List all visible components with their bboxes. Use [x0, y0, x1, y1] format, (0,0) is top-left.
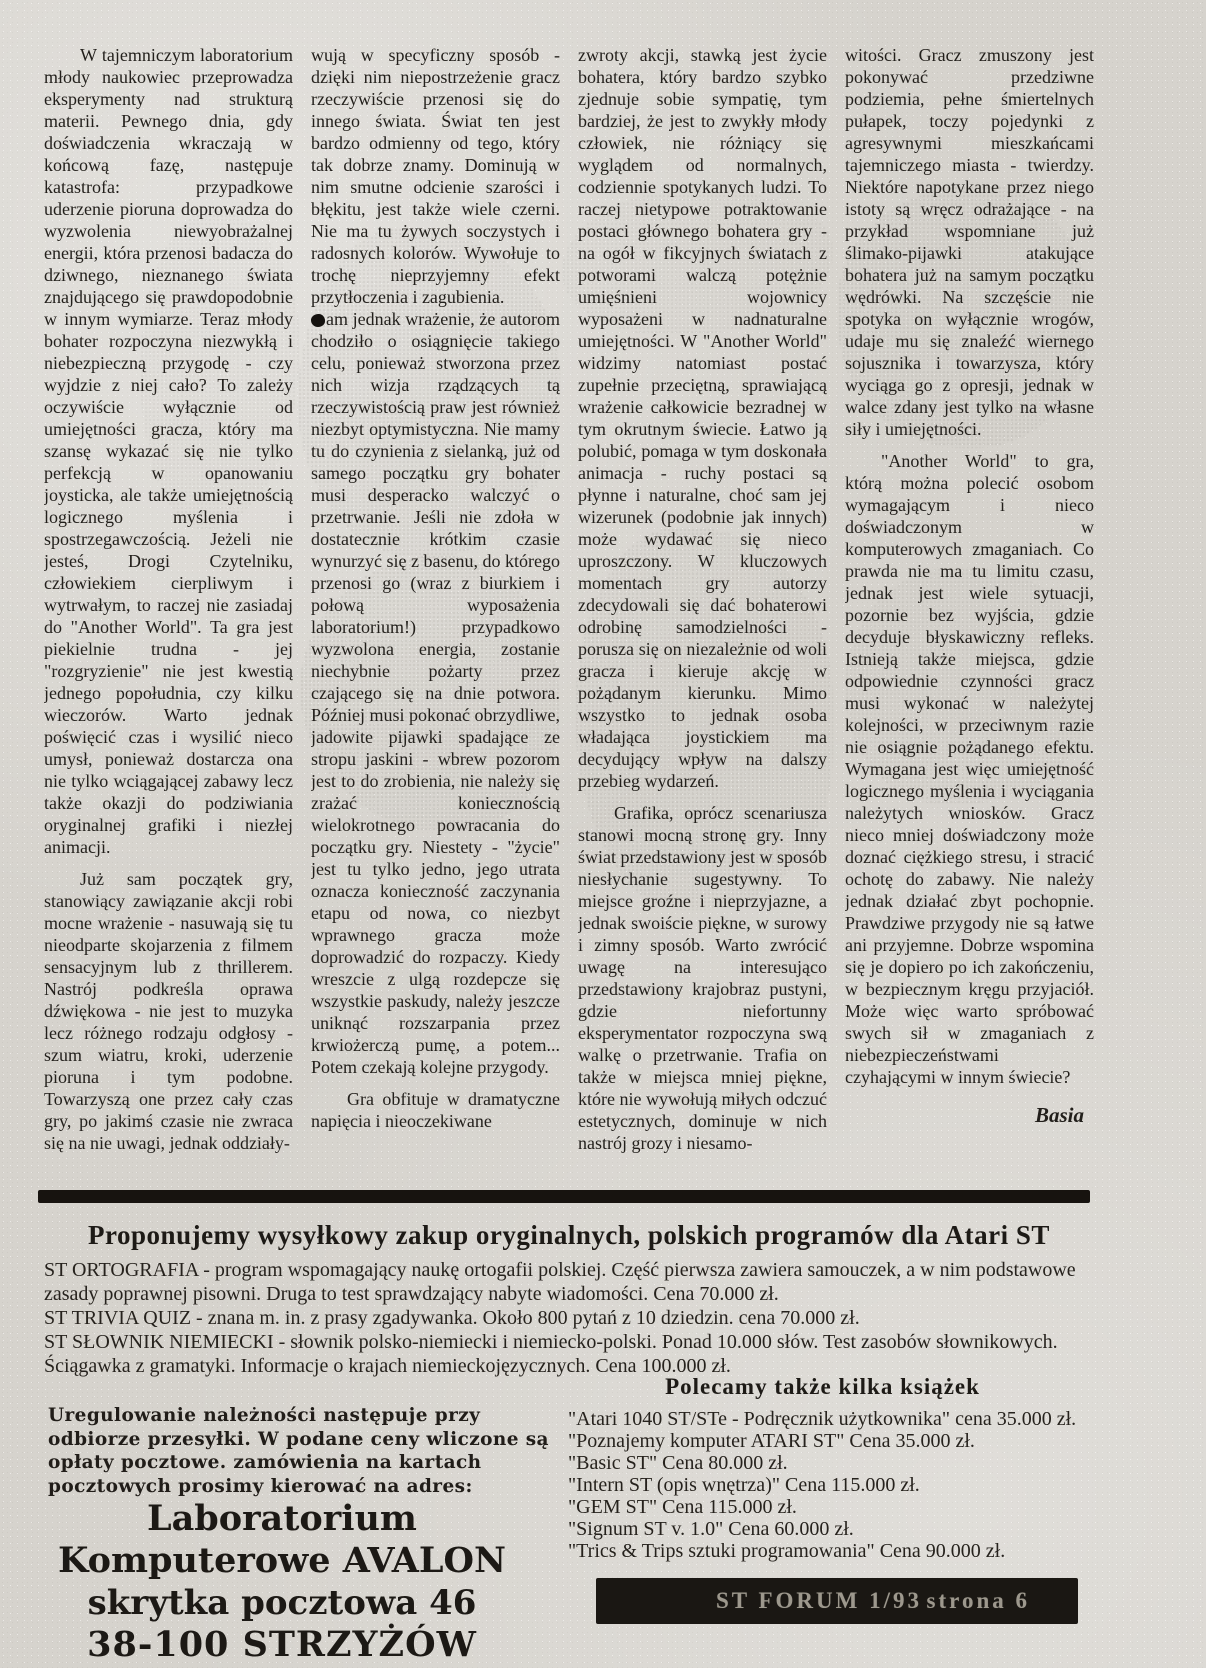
article-column-3	[578, 44, 827, 1156]
article-body	[44, 44, 1096, 1156]
section-divider	[38, 1190, 1090, 1203]
footer-page-number: strona 6	[926, 1588, 1030, 1613]
paragraph: zwroty akcji, stawką jest życie bohatera, który bardzo szybko zjednuje sobie sympatię, tym bardziej, że jest to zwykły młody człowiek, nie różniący się wyglądem od normalnych, codziennie spotykanych ludzi. To raczej nietypowe potraktowanie postaci głównego bohatera gry - na ogół w fikcyjnych światach z potworami walczą potężnie umięśnieni wojownicy wyposażeni w nadnaturalne umiejętności. W "Another World" widzimy natomiast postać zupełnie przeciętną, sprawiającą wrażenie całkowicie bezradnej w tym okrutnym świecie. Łatwo ją polubić, pomaga w tym doskonała animacja - ruchy postaci są płynne i naturalne, choć sam jej wizerunek (podobnie jak innych) może wydawać się nieco uproszczony. W kluczowych momentach gry autorzy zdecydowali się dać bohaterowi odrobinę samodzielności - porusza się on niezależnie od woli gracza i kieruje akcję w pożądanym kierunku. Mimo wszystko to jednak osoba władająca joystickiem ma decydujący wpływ na dalszy przebieg wydarzeń.	[578, 45, 827, 791]
book-list-item: "GEM ST" Cena 115.000 zł.	[568, 1496, 797, 1518]
address-line-company: Laboratorium Komputerowe AVALON	[57, 1498, 507, 1581]
article-column-2	[311, 44, 560, 1156]
book-list	[568, 1408, 1088, 1562]
article-signature: Basia	[1034, 1103, 1084, 1127]
address-line-pobox: skrytka pocztowa 46	[87, 1583, 477, 1623]
paragraph	[311, 308, 560, 1078]
book-list-item: "Signum ST v. 1.0" Cena 60.000 zł.	[568, 1518, 854, 1540]
paragraph: Już sam początek gry, stanowiący zawiązanie akcji robi mocne wrażenie - nasuwają się tu nieodparte skojarzenia z filmem sensacyjnym lub z thrillerem. Nastrój podkreśla oprawa dźwiękowa - nie jest to muzyka lecz różnego rodzaju odgłosy - szum wiatru, kroki, uderzenie pioruna i tym podobne. Towarzyszą one przez cały czas gry, po jakimś czasie nie zwraca się na nie uwagi, jednak oddziały-	[44, 869, 293, 1153]
book-list-item: "Basic ST" Cena 80.000 zł.	[568, 1452, 788, 1474]
ad-product-slownik: ST SŁOWNIK NIEMIECKI - słownik polsko-niemiecki i niemiecko-polski. Ponad 10.000 słów. Test zasobów słownikowych. Ściągawka z gramatyki. Informacje o krajach niemieckojęzycznych. Cena 100.000 zł.	[44, 1331, 1058, 1377]
paragraph: "Another World" to gra, którą można polecić osobom wymagającym i nieco doświadczonym w komputerowych zmaganiach. Co prawda nie ma tu limitu czasu, jednak jest wiele sytuacji, pozornie bez wyjścia, gdzie decyduje błyskawiczny refleks. Istnieją także miejsca, gdzie odpowiednie czynności gracz musi wykonać w należytej kolejności, w przeciwnym razie nie osiągnie pożądanego efektu. Wymagana jest więc umiejętność logicznego myślenia i wyciągania należytych wniosków. Gracz nieco mniej doświadczony może doznać ciężkiego stresu, i stracić ochotę do zabawy. Nie należy jednak działać zbyt pochopnie. Prawdziwe przygody nie są łatwe ani przyjemne. Dobrze wspomina się je dopiero po ich zakończeniu, w bezpiecznym kręgu przyjaciół. Może więc warto spróbować swych sił w zmaganiach z niebezpieczeństwami czyhającymi w innym świecie?	[845, 451, 1094, 1087]
paragraph: Gra obfituje w dramatyczne napięcia i nieoczekiwane	[311, 1089, 560, 1131]
paragraph: W tajemniczym laboratorium młody naukowiec przeprowadza eksperymenty nad strukturą materii. Pewnego dnia, gdy doświadczenia wkraczają w końcową fazę, następuje katastrofa: przypadkowe uderzenie pioruna doprowadza do wyzwolenia niewyobrażalnej energii, która przenosi badacza do dziwnego, nieznanego świata znajdującego się prawdopodobnie w innym wymiarze. Teraz młody bohater rozpoczyna niezwykłą i niebezpieczną przygodę - czy wyjdzie z niej cało? To zależy oczywiście wyłącznie od umiejętności gracza, który ma szansę wykazać się nie tylko perfekcją w opanowaniu joysticka, ale także umiejętnością logicznego myślenia i spostrzegawczością. Jeżeli nie jesteś, Drogi Czytelniku, człowiekiem cierpliwym i wytrwałym, to raczej nie zasiadaj do "Another World". Ta gra jest piekielnie trudna - jej "rozgryzienie" nie jest kwestią jednego popołudnia, czy kilku wieczorów. Warto jednak poświęcić czas i wysilić nieco umysł, ponieważ dostarcza ona nie tylko wciągającej zabawy lecz także okazji do podziwiania oryginalnej grafiki i niezłej animacji.	[44, 45, 293, 857]
footer-journal-issue: ST FORUM 1/93	[716, 1588, 922, 1613]
ad-headline: Proponujemy wysyłkowy zakup oryginalnych, polskich programów dla Atari ST	[88, 1220, 1050, 1250]
book-list-item: "Atari 1040 ST/STe - Podręcznik użytkownika" cena 35.000 zł.	[568, 1408, 1077, 1430]
book-list-item: "Intern ST (opis wnętrza)" Cena 115.000 zł.	[568, 1474, 920, 1496]
ad-product-ortografia: ST ORTOGRAFIA - program wspomagający naukę ortogafii polskiej. Część pierwsza zawiera samouczek, a w nim podstawowe zasady poprawnej pisowni. Druga to test sprawdzający nabyte wiadomości. Cena 70.000 zł.	[44, 1259, 1076, 1305]
paragraph: Grafika, oprócz scenariusza stanowi mocną stronę gry. Inny świat przedstawiony jest w sposób niesłychanie sugestywny. To miejsce groźne i nieprzyjazne, a jednak swoiście piękne, w surowy i zimny sposób. Warto zwrócić uwagę na interesująco przedstawiony krajobraz pustyni, gdzie niefortunny eksperymentator rozpoczyna swą walkę o przetrwanie. Trafia on także w miejsca mniej piękne, które nie wywołują miłych odczuć estetycznych, dominuje w nich nastrój grozy i niesamo-	[578, 803, 827, 1153]
article-column-1	[44, 44, 293, 1156]
footer-bar	[596, 1578, 1078, 1624]
article-column-4	[845, 44, 1094, 1156]
paragraph: witości. Gracz zmuszony jest pokonywać przedziwne podziemia, pełne śmiertelnych pułapek, toczy pojedynki z agresywnymi mieszkańcami tajemniczego miasta - twierdzy. Niektóre napotykane przez niego istoty są wręcz odrażające - na przykład wspomniane już ślimako-pijawki atakujące bohatera już na samym początku wędrówki. Na szczęście nie spotyka on wyłącznie wrogów, udaje mu się znaleźć wiernego sojusznika i towarzysza, który wyciąga go z opresji, jednak w walce zdany jest tylko na własne siły i umiejętności.	[845, 45, 1094, 439]
books-heading: Polecamy także kilka książek	[665, 1374, 980, 1399]
advertiser-address	[8, 1498, 556, 1666]
book-list-item: "Trics & Trips sztuki programowania" Cena 90.000 zł.	[568, 1540, 1006, 1562]
book-list-item: "Poznajemy komputer ATARI ST" Cena 35.000 zł.	[568, 1430, 975, 1452]
ink-blot-icon	[311, 314, 325, 327]
address-line-city: 38-100 STRZYŻÓW	[87, 1624, 477, 1665]
order-note: Uregulowanie należności następuje przy odbiorze przesyłki. W podane ceny wliczone są opłaty pocztowe. zamówienia na kartach pocztowych prosimy kierować na adres:	[48, 1405, 549, 1497]
paragraph-text: am jednak wrażenie, że autorom chodziło o osiągnięcie takiego celu, ponieważ stworzona przez nich wizja rządzących tą rzeczywistością praw jest również niezbyt optymistyczna. Nie mamy tu do czynienia z sielanką, już od samego początku gry bohater musi desperacko walczyć o przetrwanie. Jeśli nie zdoła w dostatecznie krótkim czasie wynurzyć się z basenu, do którego przenosi go (wraz z biurkiem i połową wyposażenia laboratorium!) przypadkowo wyzwolona energia, zostanie niechybnie pożarty przez czającego się na dnie potwora. Później musi pokonać obrzydliwe, jadowite pijawki spadające ze stropu jaskini - wbrew pozorom jest to do zrobienia, nie należy się zrażać koniecznością wielokrotnego powracania do początku gry. Niestety - "życie" jest tu tylko jedno, jego utrata oznacza konieczność zaczynania etapu od nowa, co niezbyt wprawnego gracza może doprowadzić do rozpaczy. Kiedy wreszcie z ulgą rozdepcze się wszystkie paskudy, należy jeszcze uniknąć rozszarpania przez krwiożerczą pumę, a potem... Potem czekają kolejne przygody.	[311, 309, 560, 1077]
paragraph: wują w specyficzny sposób - dzięki nim niepostrzeżenie gracz rzeczywiście przenosi się do innego świata. Świat ten jest bardzo odmienny od tego, który tak dobrze znamy. Dominują w nim smutne odcienie szarości i błękitu, jest także wiele czerni. Nie ma tu żywych soczystych i radosnych kolorów. Wywołuje to trochę nieprzyjemny efekt przytłoczenia i zagubienia.	[311, 45, 560, 307]
ad-product-trivia-quiz: ST TRIVIA QUIZ - znana m. in. z prasy zgadywanka. Około 800 pytań z 10 dziedzin. cena 70.000 zł.	[44, 1307, 860, 1329]
ad-product-list	[44, 1258, 1094, 1378]
